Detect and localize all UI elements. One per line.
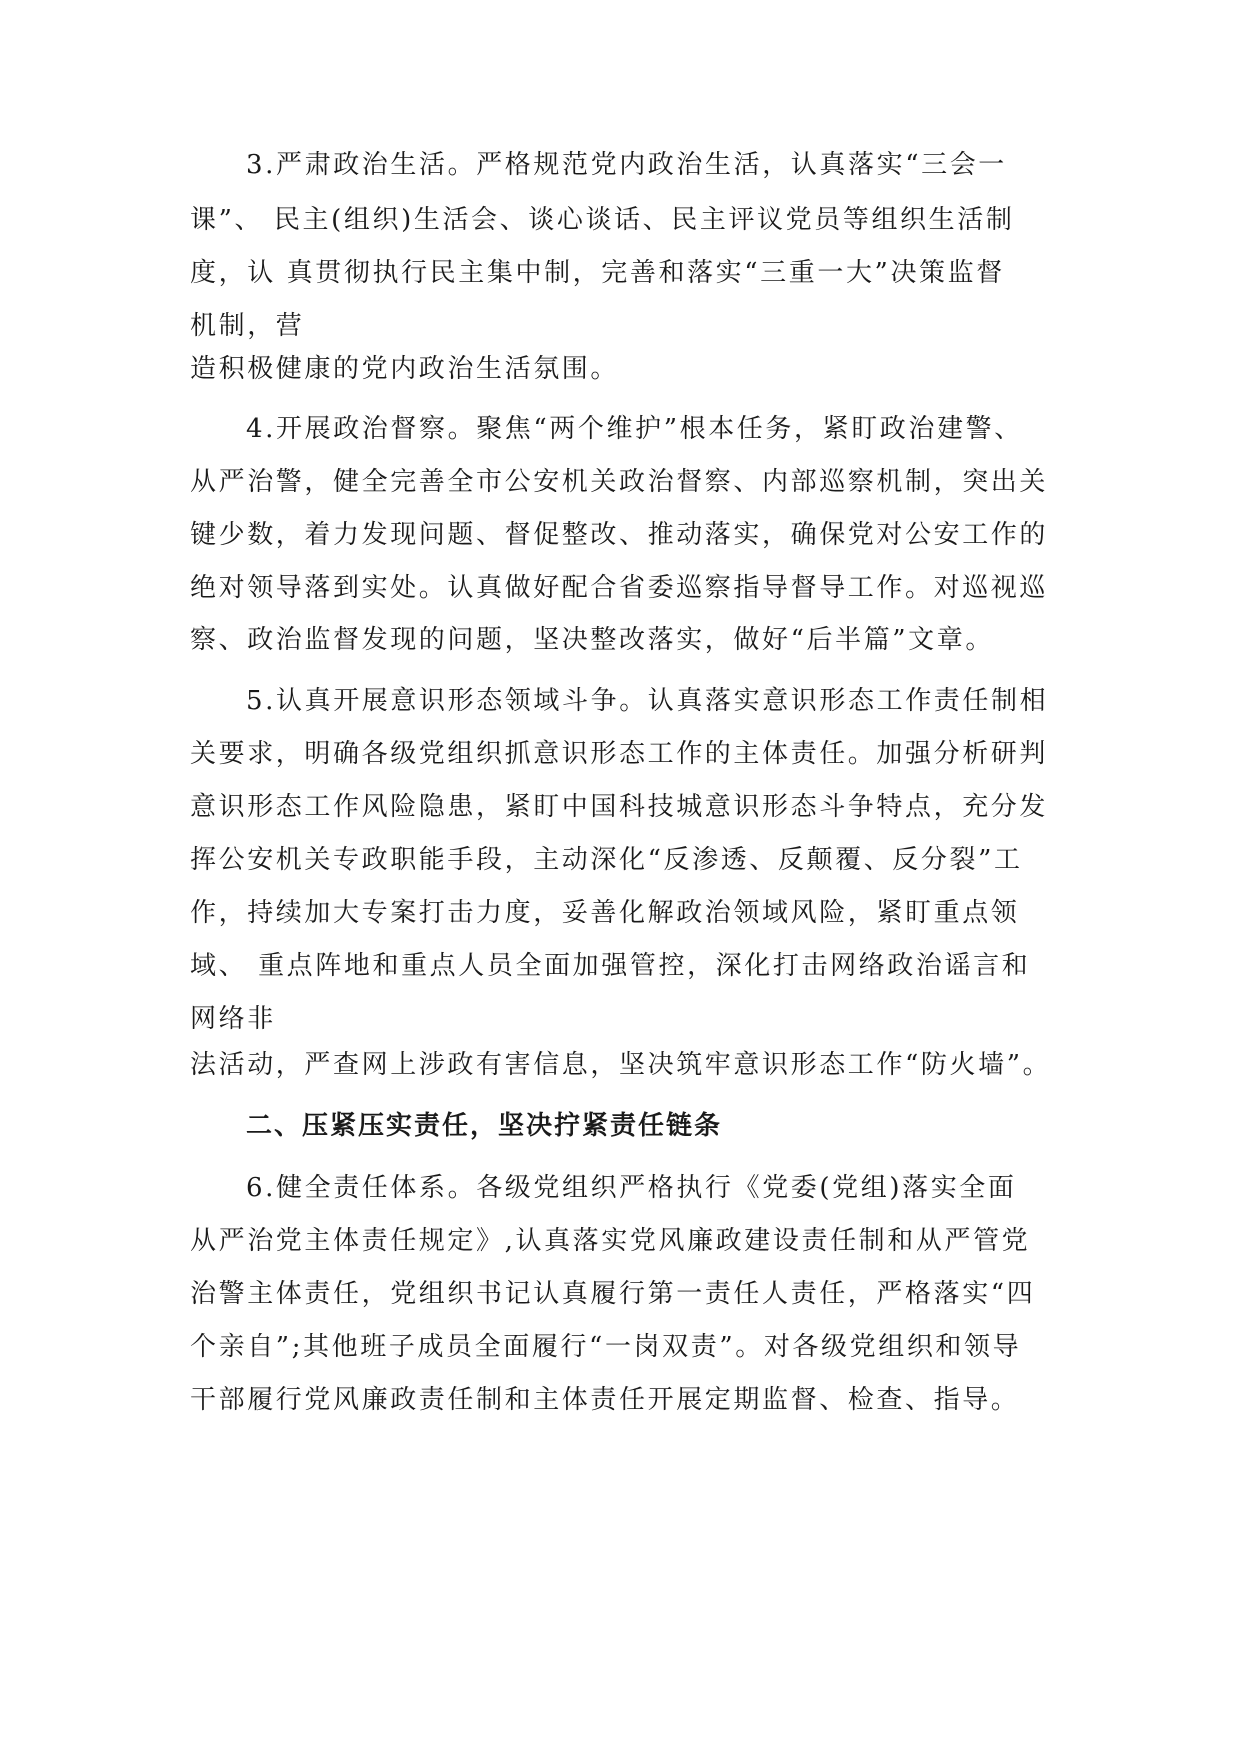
text-line: 法活动，严查网上涉政有害信息，坚决筑牢意识形态工作“防火墙”。 bbox=[190, 1050, 1052, 1080]
text-line: 察、政治监督发现的问题，坚决整改落实，做好“后半篇”文章。 bbox=[190, 625, 994, 655]
text-line: 3.严肃政治生活。严格规范党内政治生活，认真落实“三会一 bbox=[246, 150, 1007, 180]
text-line: 挥公安机关专政职能手段，主动深化“反渗透、反颠覆、反分裂”工 bbox=[190, 845, 1023, 875]
text-line: 个亲自”;其他班子成员全面履行“一岗双责”。对各级党组织和领导 bbox=[190, 1332, 1022, 1362]
text-line: 机制，营 bbox=[190, 311, 305, 341]
text-line: 课”、 民主(组织)生活会、谈心谈话、民主评议党员等组织生活制 bbox=[190, 205, 1015, 235]
text-line: 网络非 bbox=[190, 1004, 276, 1034]
text-line: 从严治警，健全完善全市公安机关政治督察、内部巡察机制，突出关 bbox=[190, 467, 1049, 497]
text-line: 绝对领导落到实处。认真做好配合省委巡察指导督导工作。对巡视巡 bbox=[190, 573, 1049, 603]
text-line: 作，持续加大专案打击力度，妥善化解政治领域风险，紧盯重点领 bbox=[190, 898, 1020, 928]
text-line: 6.健全责任体系。各级党组织严格执行《党委(党组)落实全面 bbox=[246, 1173, 1017, 1203]
text-line: 干部履行党风廉政责任制和主体责任开展定期监督、检查、指导。 bbox=[190, 1385, 1020, 1415]
text-line: 意识形态工作风险隐患，紧盯中国科技城意识形态斗争特点，充分发 bbox=[190, 792, 1049, 822]
text-line: 5.认真开展意识形态领域斗争。认真落实意识形态工作责任制相 bbox=[246, 686, 1049, 716]
text-line: 4.开展政治督察。聚焦“两个维护”根本任务，紧盯政治建警、 bbox=[246, 414, 1023, 444]
text-line: 造积极健康的党内政治生活氛围。 bbox=[190, 354, 620, 384]
section-heading: 二、压紧压实责任，坚决拧紧责任链条 bbox=[246, 1111, 723, 1141]
text-line: 治警主体责任，党组织书记认真履行第一责任人责任，严格落实“四 bbox=[190, 1279, 1036, 1309]
text-line: 从严治党主体责任规定》,认真落实党风廉政建设责任制和从严管党 bbox=[190, 1226, 1031, 1256]
text-line: 关要求，明确各级党组织抓意识形态工作的主体责任。加强分析研判 bbox=[190, 739, 1049, 769]
text-line: 度，认 真贯彻执行民主集中制，完善和落实“三重一大”决策监督 bbox=[190, 258, 1005, 288]
text-line: 域、 重点阵地和重点人员全面加强管控，深化打击网络政治谣言和 bbox=[190, 951, 1031, 981]
text-line: 键少数，着力发现问题、督促整改、推动落实，确保党对公安工作的 bbox=[190, 520, 1049, 550]
